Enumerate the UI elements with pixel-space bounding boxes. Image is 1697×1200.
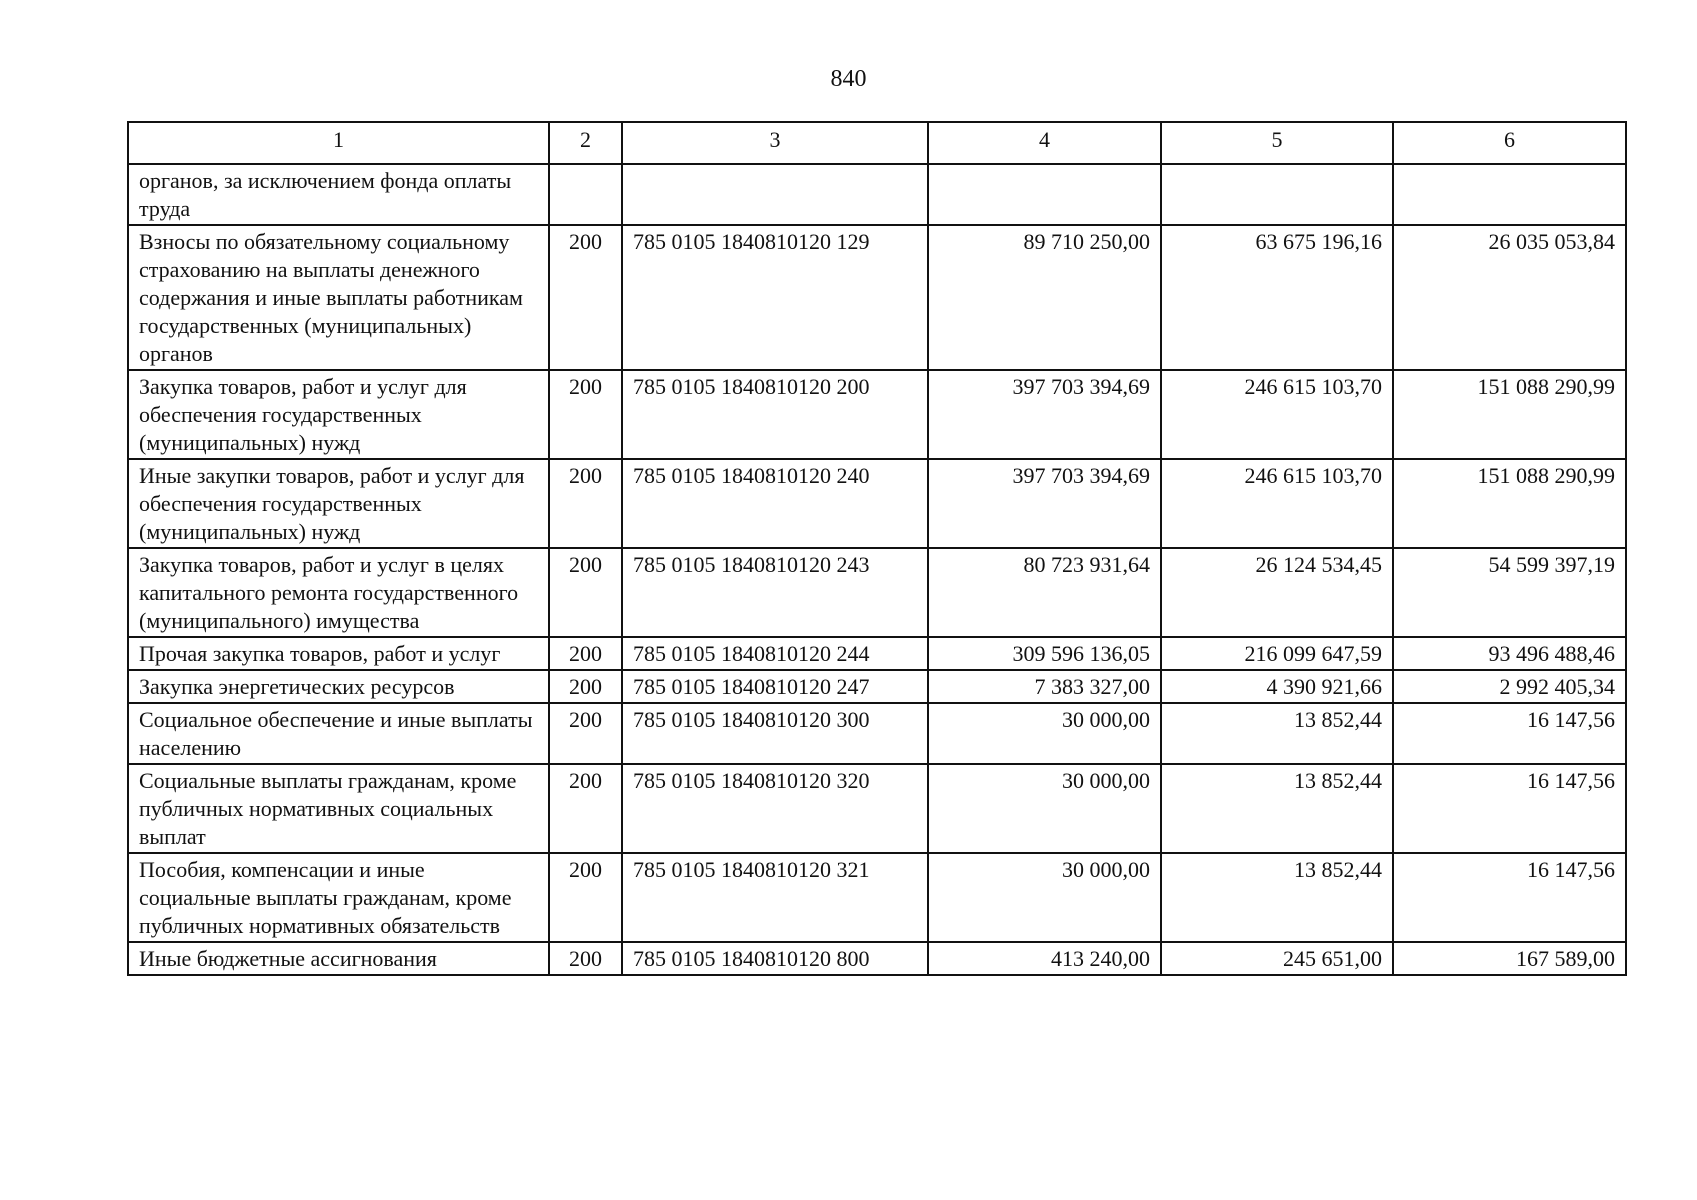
row-unexecuted: [1393, 164, 1626, 225]
row-line-code: 200: [549, 459, 622, 548]
row-line-code: 200: [549, 942, 622, 975]
row-budget-code: 785 0105 1840810120 240: [622, 459, 928, 548]
row-executed: 246 615 103,70: [1161, 459, 1393, 548]
row-line-code: 200: [549, 548, 622, 637]
row-budget-code: [622, 164, 928, 225]
row-line-code: 200: [549, 225, 622, 370]
row-line-code: [549, 164, 622, 225]
row-budget-code: 785 0105 1840810120 200: [622, 370, 928, 459]
column-header-5: 5: [1161, 122, 1393, 164]
row-unexecuted: 16 147,56: [1393, 764, 1626, 853]
table-row: [128, 225, 1626, 370]
row-name: Прочая закупка товаров, работ и услуг: [128, 637, 549, 670]
row-line-code: 200: [549, 853, 622, 942]
row-unexecuted: 151 088 290,99: [1393, 459, 1626, 548]
row-line-code: 200: [549, 670, 622, 703]
table-row: [128, 637, 1626, 670]
row-name: Закупка энергетических ресурсов: [128, 670, 549, 703]
row-budget-code: 785 0105 1840810120 129: [622, 225, 928, 370]
row-approved: 30 000,00: [928, 764, 1161, 853]
row-executed: 216 099 647,59: [1161, 637, 1393, 670]
row-approved: 7 383 327,00: [928, 670, 1161, 703]
row-name: Взносы по обязательному социальному страхованию на выплаты денежного содержания и иные выплаты работникам государственных (муниципальных) органов: [128, 225, 549, 370]
row-executed: 13 852,44: [1161, 703, 1393, 764]
row-name: органов, за исключением фонда оплаты труда: [128, 164, 549, 225]
column-header-3: 3: [622, 122, 928, 164]
row-budget-code: 785 0105 1840810120 300: [622, 703, 928, 764]
table-row: [128, 764, 1626, 853]
column-header-6: 6: [1393, 122, 1626, 164]
row-executed: 245 651,00: [1161, 942, 1393, 975]
table-row: [128, 548, 1626, 637]
row-unexecuted: 93 496 488,46: [1393, 637, 1626, 670]
row-unexecuted: 54 599 397,19: [1393, 548, 1626, 637]
row-line-code: 200: [549, 637, 622, 670]
row-line-code: 200: [549, 370, 622, 459]
row-name: Закупка товаров, работ и услуг для обеспечения государственных (муниципальных) нужд: [128, 370, 549, 459]
table-row: [128, 670, 1626, 703]
row-approved: 397 703 394,69: [928, 370, 1161, 459]
row-unexecuted: 16 147,56: [1393, 853, 1626, 942]
row-name: Социальное обеспечение и иные выплаты населению: [128, 703, 549, 764]
row-approved: 89 710 250,00: [928, 225, 1161, 370]
row-line-code: 200: [549, 764, 622, 853]
row-unexecuted: 26 035 053,84: [1393, 225, 1626, 370]
row-approved: 80 723 931,64: [928, 548, 1161, 637]
row-budget-code: 785 0105 1840810120 244: [622, 637, 928, 670]
column-header-1: 1: [128, 122, 549, 164]
row-unexecuted: 16 147,56: [1393, 703, 1626, 764]
row-approved: 397 703 394,69: [928, 459, 1161, 548]
row-name: Иные закупки товаров, работ и услуг для обеспечения государственных (муниципальных) нужд: [128, 459, 549, 548]
row-budget-code: 785 0105 1840810120 243: [622, 548, 928, 637]
row-name: Иные бюджетные ассигнования: [128, 942, 549, 975]
row-executed: 13 852,44: [1161, 853, 1393, 942]
row-name: Социальные выплаты гражданам, кроме публичных нормативных социальных выплат: [128, 764, 549, 853]
table-row: [128, 164, 1626, 225]
table-row: [128, 942, 1626, 975]
row-executed: 4 390 921,66: [1161, 670, 1393, 703]
row-name: Закупка товаров, работ и услуг в целях капитального ремонта государственного (муниципального) имущества: [128, 548, 549, 637]
page-number: 840: [830, 66, 867, 92]
row-budget-code: 785 0105 1840810120 247: [622, 670, 928, 703]
column-header-2: 2: [549, 122, 622, 164]
row-executed: 246 615 103,70: [1161, 370, 1393, 459]
row-executed: 63 675 196,16: [1161, 225, 1393, 370]
row-line-code: 200: [549, 703, 622, 764]
row-name: Пособия, компенсации и иные социальные выплаты гражданам, кроме публичных нормативных обязательств: [128, 853, 549, 942]
row-unexecuted: 2 992 405,34: [1393, 670, 1626, 703]
row-approved: 413 240,00: [928, 942, 1161, 975]
column-header-4: 4: [928, 122, 1161, 164]
row-budget-code: 785 0105 1840810120 800: [622, 942, 928, 975]
row-approved: [928, 164, 1161, 225]
header-row: [128, 122, 1626, 164]
row-executed: 26 124 534,45: [1161, 548, 1393, 637]
row-approved: 30 000,00: [928, 703, 1161, 764]
table-row: [128, 459, 1626, 548]
table-row: [128, 370, 1626, 459]
budget-table: [127, 121, 1627, 976]
row-approved: 30 000,00: [928, 853, 1161, 942]
row-executed: [1161, 164, 1393, 225]
table-row: [128, 853, 1626, 942]
row-executed: 13 852,44: [1161, 764, 1393, 853]
row-approved: 309 596 136,05: [928, 637, 1161, 670]
row-budget-code: 785 0105 1840810120 320: [622, 764, 928, 853]
row-unexecuted: 167 589,00: [1393, 942, 1626, 975]
row-unexecuted: 151 088 290,99: [1393, 370, 1626, 459]
table-row: [128, 703, 1626, 764]
row-budget-code: 785 0105 1840810120 321: [622, 853, 928, 942]
